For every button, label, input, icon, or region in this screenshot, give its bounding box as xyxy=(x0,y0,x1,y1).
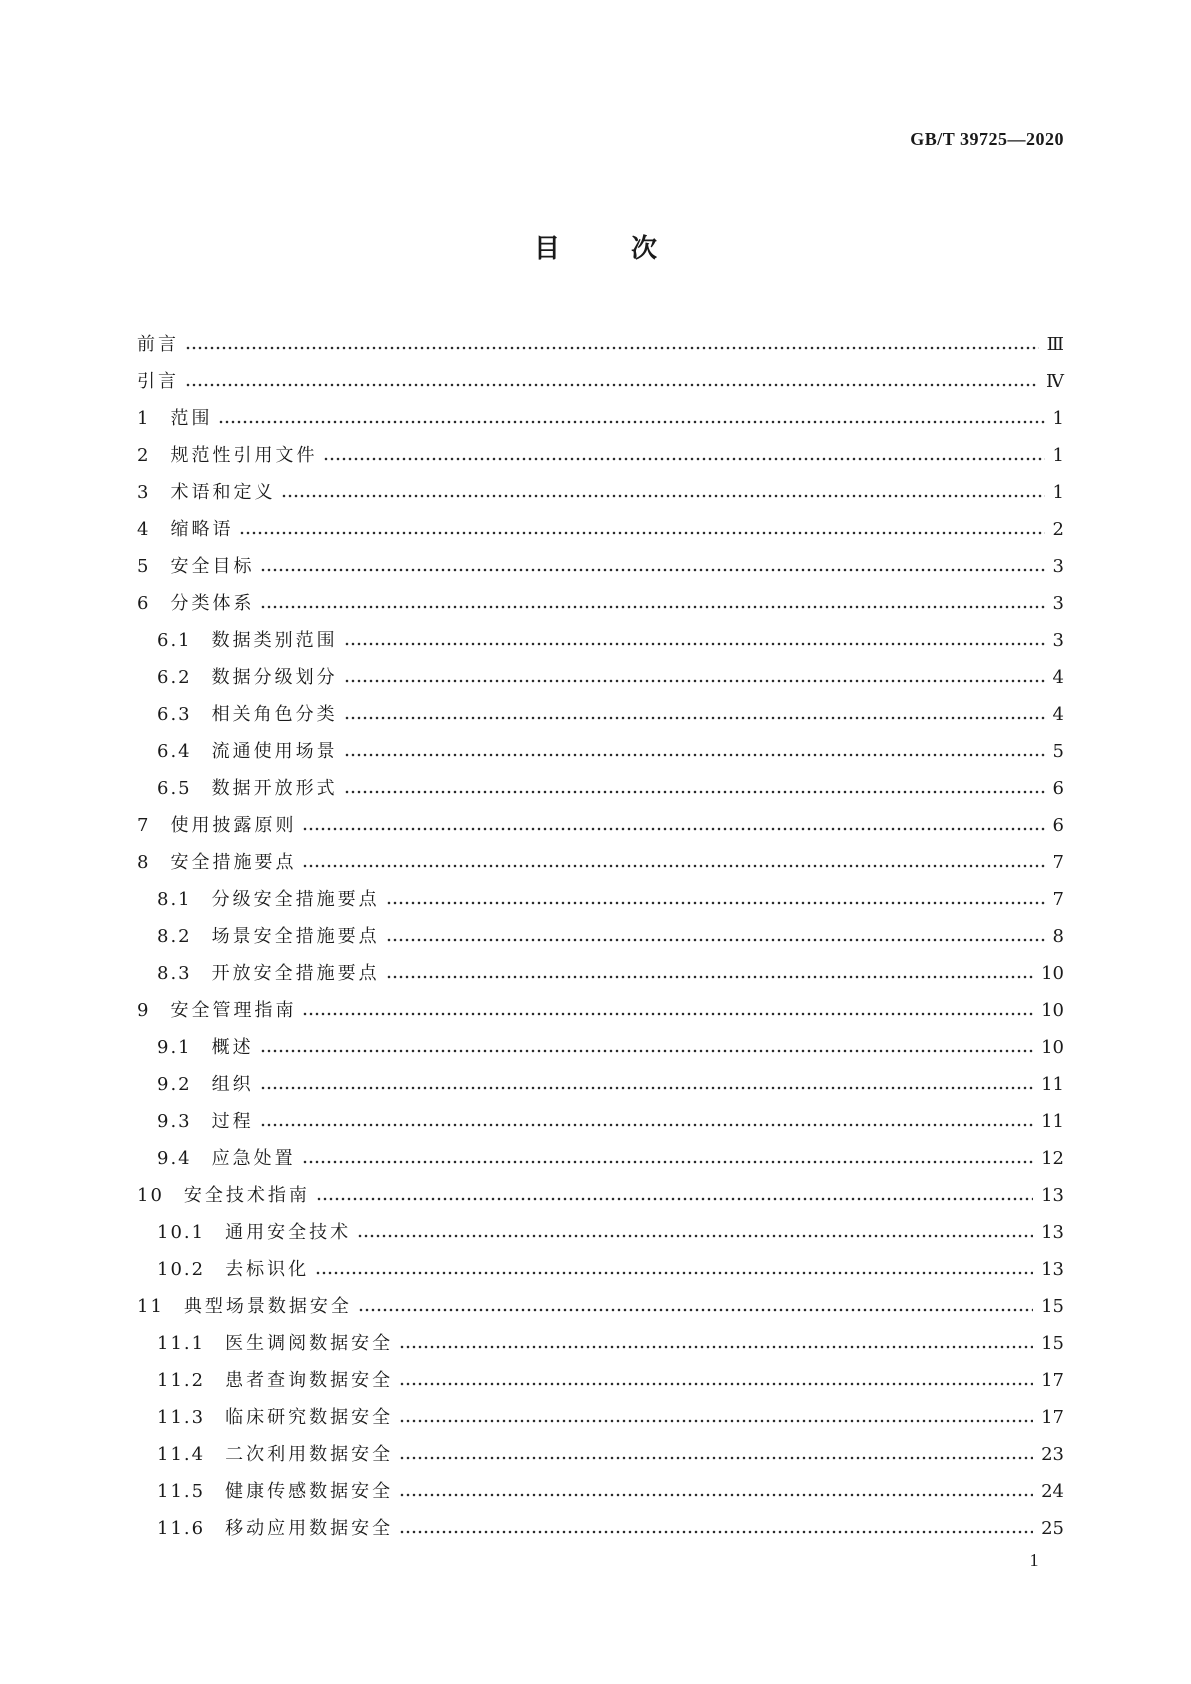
toc-entry-page: 4 xyxy=(1052,704,1064,725)
toc-entry xyxy=(137,326,1064,363)
toc-subentry xyxy=(137,1510,1064,1547)
toc-entry-title: 数据开放形式 xyxy=(211,778,338,799)
toc-entry-title: 规范性引用文件 xyxy=(170,445,318,466)
toc-subentry xyxy=(137,918,1064,955)
toc-entry-title: 场景安全措施要点 xyxy=(211,926,380,947)
toc-dot-leader xyxy=(185,326,1039,363)
toc-dot-leader xyxy=(399,1362,1033,1399)
toc-dot-leader xyxy=(357,1214,1033,1251)
toc-subentry xyxy=(137,955,1064,992)
toc-entry-page: 8 xyxy=(1052,926,1064,947)
toc-entry-title: 健康传感数据安全 xyxy=(225,1481,394,1502)
toc-dot-leader xyxy=(260,1103,1033,1140)
toc-entry-title: 开放安全措施要点 xyxy=(211,963,380,984)
toc-dot-leader xyxy=(344,696,1045,733)
toc-dot-leader xyxy=(260,585,1044,622)
toc-subentry xyxy=(137,1251,1064,1288)
toc-entry-number: 11.1 xyxy=(157,1333,206,1354)
toc-entry-page: 17 xyxy=(1041,1407,1064,1428)
toc-dot-leader xyxy=(344,659,1045,696)
toc-entry-title: 安全管理指南 xyxy=(170,1000,297,1021)
toc-entry-number: 10.1 xyxy=(157,1222,206,1243)
toc-entry-number: 10 xyxy=(137,1185,164,1206)
toc-entry-page: 13 xyxy=(1041,1222,1064,1243)
toc-entry-number: 9.3 xyxy=(157,1111,192,1132)
toc-entry-page: 12 xyxy=(1041,1148,1064,1169)
toc-entry-title: 术语和定义 xyxy=(170,482,276,503)
toc-entry-number: 8.2 xyxy=(157,926,192,947)
toc-entry-title: 范围 xyxy=(170,408,213,429)
toc-entry-number: 1 xyxy=(137,408,151,429)
toc-dot-leader xyxy=(302,844,1044,881)
toc-entry xyxy=(137,548,1064,585)
toc-entry-title: 患者查询数据安全 xyxy=(225,1370,394,1391)
toc-entry-number: 6.2 xyxy=(157,667,192,688)
toc-entry-page: 24 xyxy=(1041,1481,1064,1502)
toc-entry-page: 4 xyxy=(1052,667,1064,688)
toc-dot-leader xyxy=(399,1473,1033,1510)
toc-dot-leader xyxy=(316,1177,1033,1214)
toc-entry-number: 9 xyxy=(137,1000,151,1021)
toc-entry-page: 17 xyxy=(1041,1370,1064,1391)
toc-entry-page: 13 xyxy=(1041,1259,1064,1280)
toc-entry xyxy=(137,474,1064,511)
toc-dot-leader xyxy=(358,1288,1033,1325)
toc-entry-title: 过程 xyxy=(211,1111,254,1132)
toc-dot-leader xyxy=(281,474,1044,511)
toc-entry xyxy=(137,511,1064,548)
toc-entry-title: 分级安全措施要点 xyxy=(211,889,380,910)
toc-entry-page: 6 xyxy=(1052,778,1064,799)
toc-dot-leader xyxy=(260,1029,1033,1066)
toc-entry-page: 6 xyxy=(1052,815,1064,836)
toc-subentry xyxy=(137,1399,1064,1436)
toc-dot-leader xyxy=(260,1066,1033,1103)
toc-entry xyxy=(137,363,1064,400)
toc-entry xyxy=(137,1288,1064,1325)
toc-entry-number: 11.3 xyxy=(157,1407,206,1428)
toc-title: 目 次 xyxy=(533,234,689,264)
toc-entry-number: 11.6 xyxy=(157,1518,206,1539)
toc-entry-title: 缩略语 xyxy=(170,519,234,540)
toc-entry-number: 4 xyxy=(137,519,151,540)
toc-entry-page: 11 xyxy=(1041,1111,1064,1132)
toc-entry-page: 10 xyxy=(1041,1000,1064,1021)
toc-entry-page: 11 xyxy=(1041,1074,1064,1095)
toc-dot-leader xyxy=(386,955,1033,992)
toc-entry-number: 6.5 xyxy=(157,778,192,799)
toc-entry-title: 医生调阅数据安全 xyxy=(225,1333,394,1354)
toc-entry-title: 流通使用场景 xyxy=(211,741,338,762)
toc-entry-title: 移动应用数据安全 xyxy=(225,1518,394,1539)
toc-dot-leader xyxy=(302,807,1044,844)
toc-entry-page: 2 xyxy=(1052,519,1064,540)
toc-entry-title: 前言 xyxy=(137,334,179,355)
toc-entry-page: Ⅳ xyxy=(1046,371,1064,392)
toc-entry xyxy=(137,807,1064,844)
toc-dot-leader xyxy=(302,1140,1033,1177)
toc-subentry xyxy=(137,1029,1064,1066)
toc-dot-leader xyxy=(323,437,1044,474)
toc-subentry xyxy=(137,1473,1064,1510)
toc-entry-page: 7 xyxy=(1052,852,1064,873)
toc-entry-title: 二次利用数据安全 xyxy=(225,1444,394,1465)
toc-entry-page: Ⅲ xyxy=(1046,334,1064,355)
toc-entry-page: 10 xyxy=(1041,963,1064,984)
toc-entry-page: 1 xyxy=(1052,408,1064,429)
toc-dot-leader xyxy=(399,1399,1033,1436)
toc-entry-number: 8 xyxy=(137,852,151,873)
toc-entry-number: 6.4 xyxy=(157,741,192,762)
toc-entry-page: 25 xyxy=(1041,1518,1064,1539)
toc-entry-page: 10 xyxy=(1041,1037,1064,1058)
toc-entry-number: 11.5 xyxy=(157,1481,206,1502)
toc-entry-page: 3 xyxy=(1052,593,1064,614)
toc-entry-page: 23 xyxy=(1041,1444,1064,1465)
toc-entry-title: 应急处置 xyxy=(211,1148,296,1169)
toc-entry-title: 组织 xyxy=(211,1074,254,1095)
toc-dot-leader xyxy=(344,770,1045,807)
toc-dot-leader xyxy=(399,1510,1033,1547)
toc-entry-number: 7 xyxy=(137,815,151,836)
toc-entry-number: 3 xyxy=(137,482,151,503)
toc-subentry xyxy=(137,1325,1064,1362)
toc-dot-leader xyxy=(399,1325,1033,1362)
toc-dot-leader xyxy=(239,511,1044,548)
toc-dot-leader xyxy=(302,992,1033,1029)
toc-subentry xyxy=(137,1436,1064,1473)
toc-subentry xyxy=(137,770,1064,807)
toc-subentry xyxy=(137,1103,1064,1140)
toc-entry-number: 6.1 xyxy=(157,630,192,651)
toc-entry xyxy=(137,1177,1064,1214)
toc-entry-number: 11 xyxy=(137,1296,164,1317)
toc-entry xyxy=(137,400,1064,437)
toc-entry-number: 8.1 xyxy=(157,889,192,910)
toc-subentry xyxy=(137,1140,1064,1177)
toc-subentry xyxy=(137,881,1064,918)
toc-entry-number: 6.3 xyxy=(157,704,192,725)
toc-dot-leader xyxy=(218,400,1044,437)
page-number: 1 xyxy=(1029,1550,1039,1570)
toc-entry-number: 8.3 xyxy=(157,963,192,984)
toc-entry xyxy=(137,585,1064,622)
toc-entry-title: 临床研究数据安全 xyxy=(225,1407,394,1428)
toc-dot-leader xyxy=(315,1251,1033,1288)
toc-entry-title: 概述 xyxy=(211,1037,254,1058)
toc-entry-title: 相关角色分类 xyxy=(211,704,338,725)
toc-entry-page: 3 xyxy=(1052,556,1064,577)
toc-entry xyxy=(137,992,1064,1029)
toc-dot-leader xyxy=(399,1436,1033,1473)
toc-subentry xyxy=(137,622,1064,659)
toc-entry xyxy=(137,844,1064,881)
toc-entry-number: 10.2 xyxy=(157,1259,206,1280)
toc-subentry xyxy=(137,1066,1064,1103)
toc-entry-page: 15 xyxy=(1041,1296,1064,1317)
toc-entry-title: 去标识化 xyxy=(225,1259,310,1280)
toc-entry-page: 5 xyxy=(1052,741,1064,762)
toc-entry-title: 通用安全技术 xyxy=(225,1222,352,1243)
toc-dot-leader xyxy=(344,733,1045,770)
toc-entry-title: 数据类别范围 xyxy=(211,630,338,651)
toc-entry-title: 安全目标 xyxy=(170,556,255,577)
toc-subentry xyxy=(137,733,1064,770)
toc-subentry xyxy=(137,1214,1064,1251)
toc-subentry xyxy=(137,659,1064,696)
toc-entry-title: 安全技术指南 xyxy=(183,1185,310,1206)
toc-entry-number: 5 xyxy=(137,556,151,577)
toc-dot-leader xyxy=(344,622,1045,659)
toc-dot-leader xyxy=(260,548,1044,585)
toc-dot-leader xyxy=(185,363,1038,400)
toc-entry-page: 13 xyxy=(1041,1185,1064,1206)
toc-entry-number: 11.4 xyxy=(157,1444,206,1465)
toc-entry-page: 1 xyxy=(1052,445,1064,466)
toc-dot-leader xyxy=(386,918,1045,955)
standard-code: GB/T 39725—2020 xyxy=(910,129,1064,149)
toc-entry-number: 11.2 xyxy=(157,1370,206,1391)
table-of-contents xyxy=(137,326,1064,1547)
toc-entry-title: 分类体系 xyxy=(170,593,255,614)
toc-entry-title: 安全措施要点 xyxy=(170,852,297,873)
toc-entry-number: 9.4 xyxy=(157,1148,192,1169)
toc-entry-page: 7 xyxy=(1052,889,1064,910)
toc-entry-number: 6 xyxy=(137,593,151,614)
toc-dot-leader xyxy=(386,881,1045,918)
toc-entry-number: 9.1 xyxy=(157,1037,192,1058)
toc-entry xyxy=(137,437,1064,474)
toc-entry-title: 数据分级划分 xyxy=(211,667,338,688)
toc-entry-page: 3 xyxy=(1052,630,1064,651)
toc-entry-page: 1 xyxy=(1052,482,1064,503)
toc-entry-title: 引言 xyxy=(137,371,179,392)
toc-entry-title: 典型场景数据安全 xyxy=(183,1296,352,1317)
toc-entry-number: 2 xyxy=(137,445,151,466)
toc-subentry xyxy=(137,696,1064,733)
toc-subentry xyxy=(137,1362,1064,1399)
toc-entry-page: 15 xyxy=(1041,1333,1064,1354)
toc-entry-number: 9.2 xyxy=(157,1074,192,1095)
toc-entry-title: 使用披露原则 xyxy=(170,815,297,836)
